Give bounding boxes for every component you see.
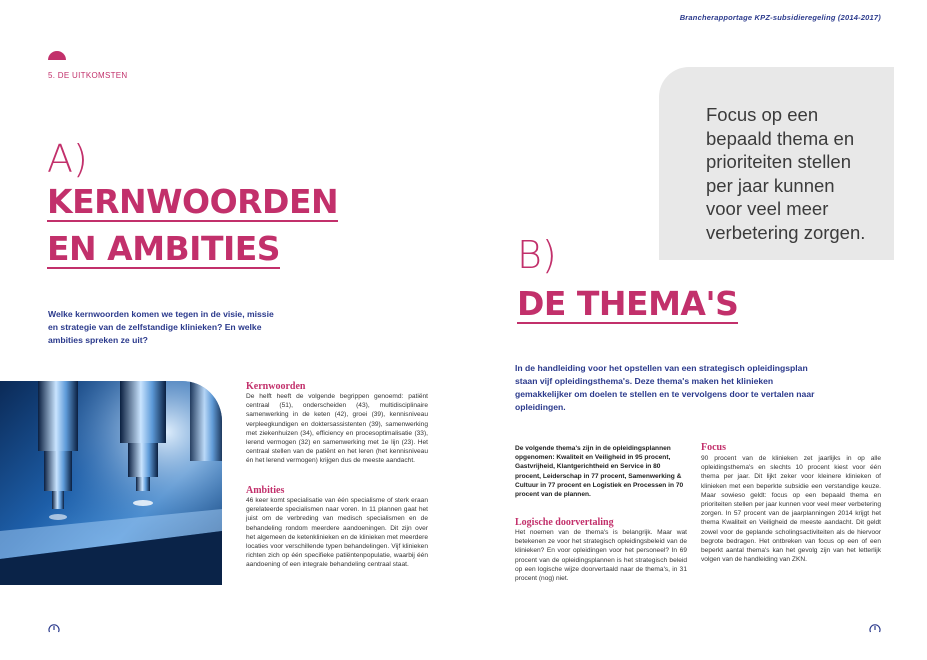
ambities-body: 46 keer komt specialisatie van één specialisme of sterk eraan gerelateerde specialismen naar voren. In 11 plannen gaat het juist om de verbreding van medisch specialismen en de behandeling rondom meerdere aandoeningen. Dit zijn over het algemeen de ketenklinieken en de klinieken met meerdere locaties voor verschillende typen behandelingen. Vijf klinieken richten zich op één specifieke patiëntenpopulatie, waarbij één aandoening of een integrale behandeling centraal staat. — [246, 497, 428, 569]
running-header: Brancherapportage KPZ-subsidieregeling (2014-2017) — [679, 13, 881, 22]
title-themas — [517, 284, 739, 324]
focus-heading: Focus — [701, 442, 726, 453]
title-themas-text: DE THEMA'S — [517, 284, 739, 323]
section-letter-a: A) — [47, 137, 88, 181]
focus-body: 90 procent van de klinieken zet jaarlijks in op alle opleidingsthema's en slechts 10 procent kiest voor één thema per jaar. Dit lijkt zeker voor kleinere klinieken of klinieken met een beperkte subsidie een verstandige keuze. Maar sowieso geldt: focus op een bepaald thema en prioriteiten stellen per jaar kunnen voor veel meer verbetering zorgen. In 57 procent van de jaarplanningen 2014 krijgt het thema Kwaliteit en Veiligheid de meeste aandacht. Dit geldt zowel voor de geplande scholingsactiviteiten als de hiervoor begrote bedragen. Het ontbreken van focus op een of een beperkt aantal thema's kan het gevolg zijn van het letterlijk volgen van de handleiding van ZKN. — [701, 455, 881, 564]
logisch-heading: Logische doorvertaling — [515, 517, 614, 528]
title-kernwoorden — [47, 182, 339, 222]
intro-left: Welke kernwoorden komen we tegen in de visie, missie en strategie van de zelfstandige klinieken? En welke ambities spreken ze uit? — [48, 309, 274, 345]
title-line-1: KERNWOORDEN — [47, 182, 339, 221]
themas-paragraph: De volgende thema's zijn in de opleidingsplannen opgenomen: Kwaliteit en Veiligheid in 95 procent, Gastvrijheid, Klantgerichtheid en Service in 80 procent, Leiderschap in 77 procent, Samenwerking & Cultuur in 77 procent en Logistiek en Processen in 70 procent van de plannen. — [515, 445, 684, 499]
circle-marker-icon — [869, 622, 881, 634]
section-letter-b: B) — [517, 233, 557, 277]
chapter-label: 5. DE UITKOMSTEN — [48, 71, 128, 80]
circle-marker-icon — [48, 622, 60, 634]
semicircle-icon — [48, 51, 66, 60]
microscope-photo — [0, 381, 222, 585]
kernwoorden-heading: Kernwoorden — [246, 381, 306, 392]
kernwoorden-body: De helft heeft de volgende begrippen genoemd: patiënt centraal (51), onderscheiden (43), multidisciplinaire samenwerking in de keten (42), groei (39), kennisniveau verpleegkundigen en doktersassistenten (39), samenwerking met ziekenhuizen (34), efficiency en procesoptimalisatie (33), lerend vermogen (32) en samenwerking met 1e lijn (23). Het centraal stellen van de patiënt en het leren (het kennisniveau én het lerend vermogen) krijgen dus de meeste aandacht. — [246, 393, 428, 465]
intro-right: In de handleiding voor het opstellen van een strategisch opleidingsplan staan vijf opleidingsthema's. Deze thema's maken het klinieken gemakkelijker om doelen te stellen en te vervolgens door te vertalen naar opleidingen. — [515, 363, 815, 412]
ambities-heading: Ambities — [246, 485, 285, 496]
microscope-illustration — [0, 381, 222, 585]
pull-quote: Focus op een bepaald thema en prioriteiten stellen per jaar kunnen voor veel meer verbetering zorgen. — [706, 104, 866, 243]
logisch-body: Het noemen van de thema's is belangrijk. Maar wat betekenen ze voor het strategisch opleidingsbeleid van de klinieken? En voor opleidingen voor het personeel? In 69 procent van de opleidingsplannen is het strategisch beleid op een logische wijze doorvertaald naar de thema's, in 31 procent (nog) niet. — [515, 529, 687, 583]
title-line-2: EN AMBITIES — [47, 229, 281, 268]
title-ambities — [47, 229, 281, 269]
